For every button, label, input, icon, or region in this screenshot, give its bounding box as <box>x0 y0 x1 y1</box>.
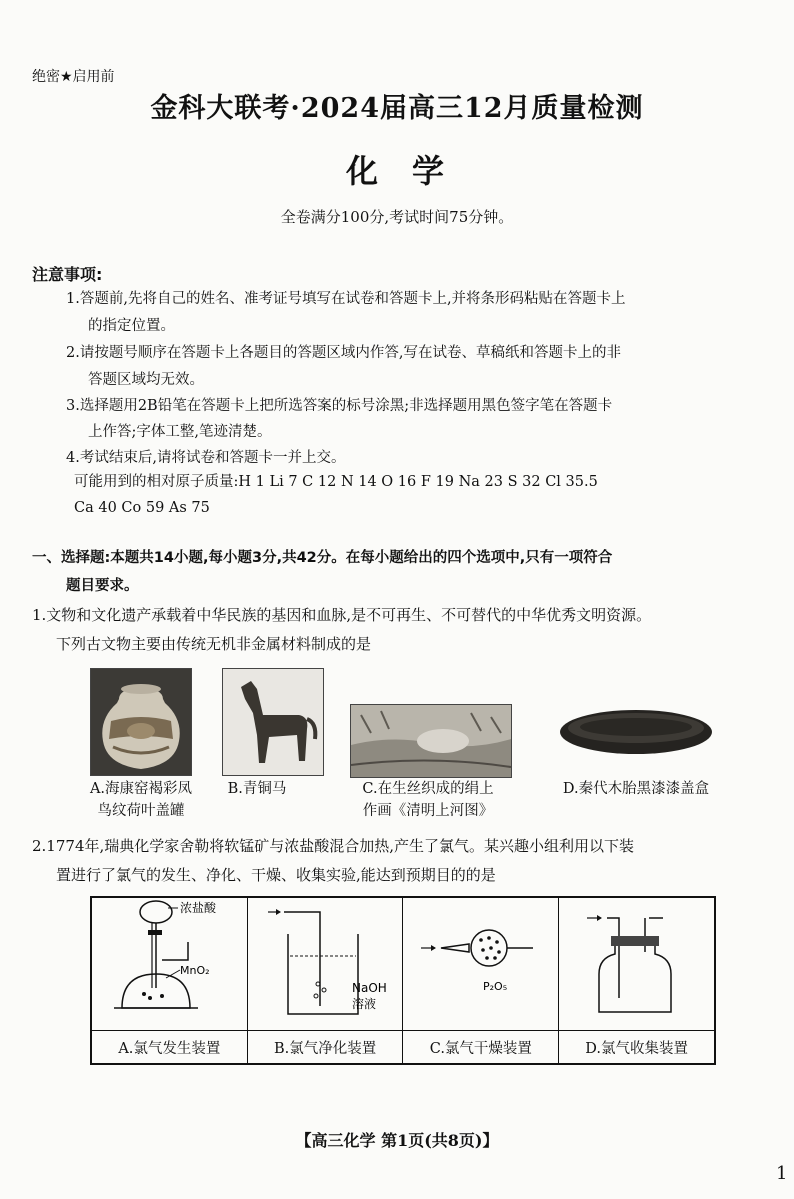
page-footer: 【高三化学 第1页(共8页)】 <box>295 1131 499 1150</box>
exam-info: 全卷满分100分,考试时间75分钟。 <box>280 208 514 226</box>
apparatus-table <box>90 896 716 1065</box>
notice-line: 的指定位置。 <box>88 318 175 334</box>
atomic-mass-line: 可能用到的相对原子质量:H 1 Li 7 C 12 N 14 O 16 F 19 Na 23 S 32 Cl 35.5 <box>74 474 598 490</box>
question-1-stem: 1.文物和文化遗产承载着中华民族的基因和血脉,是不可再生、不可替代的中华优秀文明资源。 <box>32 606 652 624</box>
lacquer-box-photo <box>556 700 716 764</box>
question-1-stem-cont: 下列古文物主要由传统无机非金属材料制成的是 <box>56 635 372 653</box>
notice-line: 3.选择题用2B铅笔在答题卡上把所选答案的标号涂黑;非选择题用黑色签字笔在答题卡 <box>66 398 613 414</box>
apparatus-option-b[interactable]: B.氯气净化装置 <box>247 1031 403 1065</box>
painting-photo <box>350 704 512 778</box>
q1-option-d[interactable]: D.秦代木胎黑漆漆盖盒 <box>562 781 710 797</box>
generator-apparatus <box>92 898 244 1026</box>
apparatus-d-cell <box>559 897 715 1031</box>
notice-heading: 注意事项: <box>32 265 103 284</box>
apparatus-a-cell <box>91 897 247 1031</box>
washing-apparatus <box>248 898 400 1026</box>
apparatus-c-cell <box>403 897 559 1031</box>
hcl-label: 浓盐酸 <box>180 901 217 915</box>
apparatus-option-c[interactable]: C.氯气干燥装置 <box>403 1031 559 1065</box>
q1-option-b[interactable]: B.青铜马 <box>227 781 287 797</box>
notice-line: 答题区域均无效。 <box>88 372 204 388</box>
atomic-mass-line: Ca 40 Co 59 As 75 <box>74 500 210 516</box>
notice-line: 1.答题前,先将自己的姓名、准考证号填写在试卷和答题卡上,并将条形码粘贴在答题卡上 <box>66 291 626 307</box>
jar-photo <box>90 668 192 776</box>
notice-line: 2.请按题号顺序在答题卡上各题目的答题区域内作答,写在试卷、草稿纸和答题卡上的非 <box>66 345 621 361</box>
question-2-stem-cont: 置进行了氯气的发生、净化、干燥、收集实验,能达到预期目的的是 <box>56 866 496 884</box>
p2o5-label: P₂O₅ <box>483 980 508 993</box>
section-heading: 一、选择题:本题共14小题,每小题3分,共42分。在每小题给出的四个选项中,只有一项符合 <box>32 550 613 566</box>
apparatus-option-a[interactable]: A.氯气发生装置 <box>91 1031 247 1065</box>
subject-title: 化学 <box>345 152 478 190</box>
question-2-stem: 2.1774年,瑞典化学家舍勒将软锰矿与浓盐酸混合加热,产生了氯气。某兴趣小组利用以下装 <box>32 837 635 855</box>
collection-apparatus <box>559 898 711 1026</box>
q1-option-a[interactable]: A.海康窑褐彩凤 鸟纹荷叶盖罐 <box>89 781 193 819</box>
naoh-label: NaOH <box>351 981 387 995</box>
mno2-label: MnO₂ <box>180 964 210 977</box>
notice-line: 上作答;字体工整,笔迹清楚。 <box>88 424 272 440</box>
notice-line: 4.考试结束后,请将试卷和答题卡一并上交。 <box>66 450 346 466</box>
drying-apparatus <box>403 898 555 1026</box>
confidential-mark: 绝密★启用前 <box>32 69 115 85</box>
bronze-horse-photo <box>222 668 324 776</box>
exam-title: 金科大联考·2024届高三12月质量检测 <box>150 93 644 124</box>
section-heading-cont: 题目要求。 <box>66 578 139 594</box>
apparatus-b-cell <box>247 897 403 1031</box>
apparatus-option-d[interactable]: D.氯气收集装置 <box>559 1031 715 1065</box>
q1-option-c[interactable]: C.在生丝织成的绢上 作画《清明上河图》 <box>362 781 494 819</box>
corner-mark: 1 <box>776 1163 788 1184</box>
solution-label: 溶液 <box>351 997 376 1011</box>
